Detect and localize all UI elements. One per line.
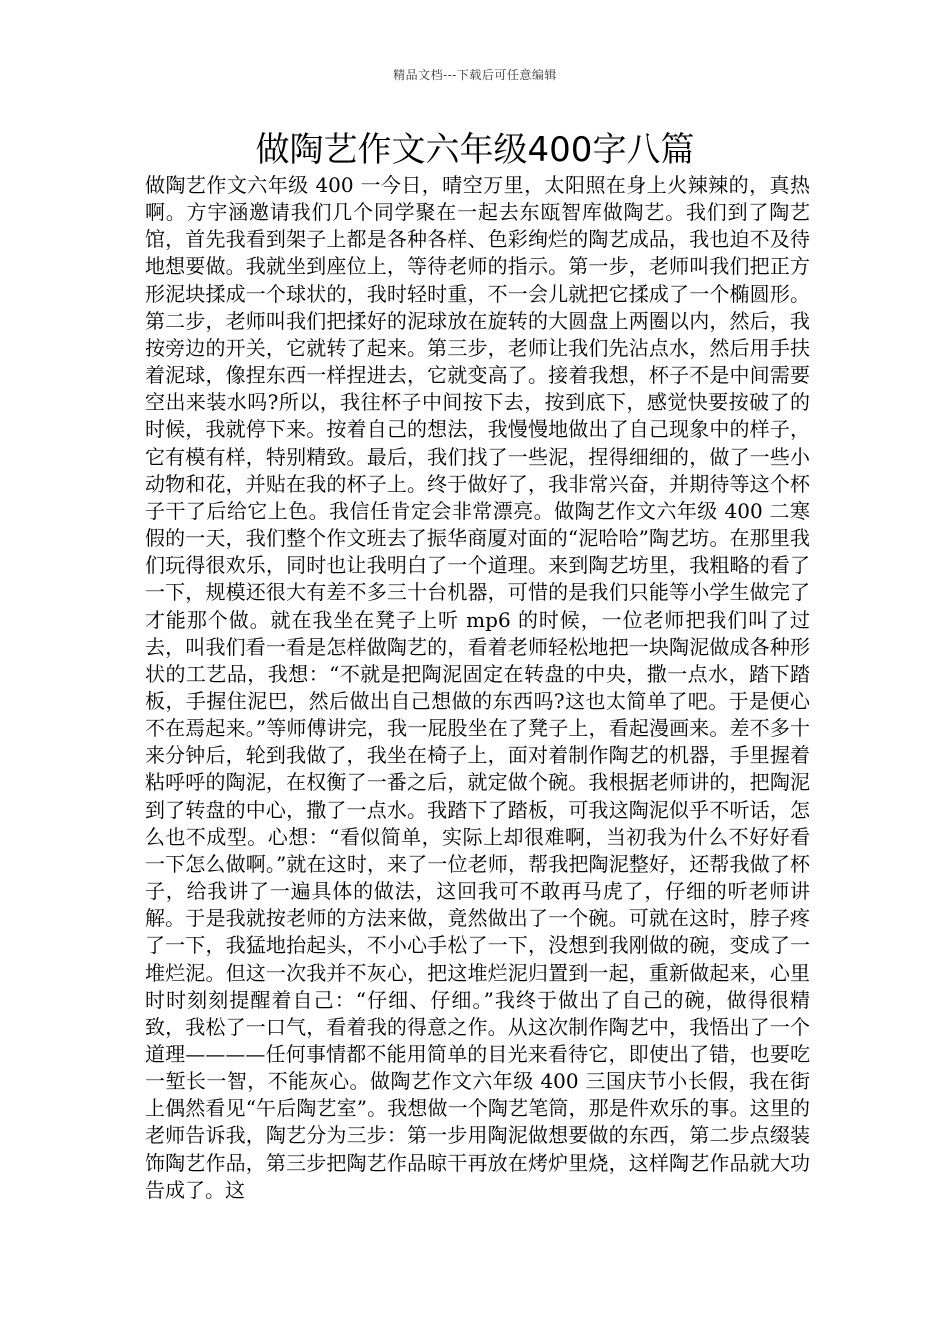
page-header: 精品文档---下载后可任意编辑 [393,68,557,82]
document-title: 做陶艺作文六年级400字八篇 [255,130,695,170]
document-body: 做陶艺作文六年级 400 一今日，晴空万里，太阳照在身上火辣辣的，真热啊。方宇涵邀请我们几个同学聚在一起去东瓯智库做陶艺。我们到了陶艺馆，首先我看到架子上都是各种各样、色彩绚烂的陶艺成品，我也迫不及待地想要做。我就坐到座位上，等待老师的指示。第一步，老师叫我们把正方形泥块揉成一个球状的，我时轻时重，不一会儿就把它揉成了一个椭圆形。第二步，老师叫我们把揉好的泥球放在旋转的大圆盘上两圈以内，然后，我按旁边的开关，它就转了起来。第三步，老师让我们先沾点水，然后用手扶着泥球，像捏东西一样捏进去，它就变高了。接着我想，杯子不是中间需要空出来装水吗?所以，我往杯子中间按下去，按到底下，感觉快要按破了的时候，我就停下来。按着自己的想法，我慢慢地做出了自己现象中的样子，它有模有样，特别精致。最后，我们找了一些泥，捏得细细的，做了一些小动物和花，并贴在我的杯子上。终于做好了，我非常兴奋，并期待等这个杯子干了后给它上色。我信任肯定会非常漂亮。做陶艺作文六年级 400 二寒假的一天，我们整个作文班去了振华商厦对面的“泥哈哈”陶艺坊。在那里我们玩得很欢乐，同时也让我明白了一个道理。来到陶艺坊里，我粗略的看了一下，规模还很大有差不多三十台机器，可惜的是我们只能等小学生做完了才能那个做。就在我坐在凳子上听 mp6 的时候，一位老师把我们叫了过去，叫我们看一看是怎样做陶艺的，看着老师轻松地把一块陶泥做成各种形状的工艺品，我想：“不就是把陶泥固定在转盘的中央，撒一点水，踏下踏板，手握住泥巴，然后做出自己想做的东西吗?这也太简单了吧。于是便心不在焉起来。”等师傅讲完，我一屁股坐在了凳子上，看起漫画来。差不多十来分钟后，轮到我做了，我坐在椅子上，面对着制作陶艺的机器，手里握着粘呼呼的陶泥，在权衡了一番之后，就定做个碗。我根据老师讲的，把陶泥到了转盘的中心，撒了一点水。我踏下了踏板，可我这陶泥似乎不听话，怎么也不成型。心想：“看似简单，实际上却很难啊，当初我为什么不好好看一下怎么做啊。”就在这时，来了一位老师，帮我把陶泥整好，还帮我做了杯子，给我讲了一遍具体的做法，这回我可不敢再马虎了，仔细的听老师讲解。于是我就按老师的方法来做，竟然做出了一个碗。可就在这时，脖子疼了一下，我猛地抬起头，不小心手松了一下，没想到我刚做的碗，变成了一堆烂泥。但这一次我并不灰心，把这堆烂泥归置到一起，重新做起来，心里时时刻刻提醒着自己：“仔细、仔细。”我终于做出了自己的碗，做得很精致，我松了一口气，看着我的得意之作。从这次制作陶艺中，我悟出了一个道理————任何事情都不能用简单的目光来看待它，即使出了错，也要吃一堑长一智，不能灰心。做陶艺作文六年级 400 三国庆节小长假，我在街上偶然看见“午后陶艺室”。我想做一个陶艺笔筒，那是件欢乐的事。这里的老师告诉我，陶艺分为三步：第一步用陶泥做想要做的东西，第二步点缀装饰陶艺作品，第三步把陶艺作品晾干再放在烤炉里烧，这样陶艺作品就大功告成了。这 [145,173,810,1202]
